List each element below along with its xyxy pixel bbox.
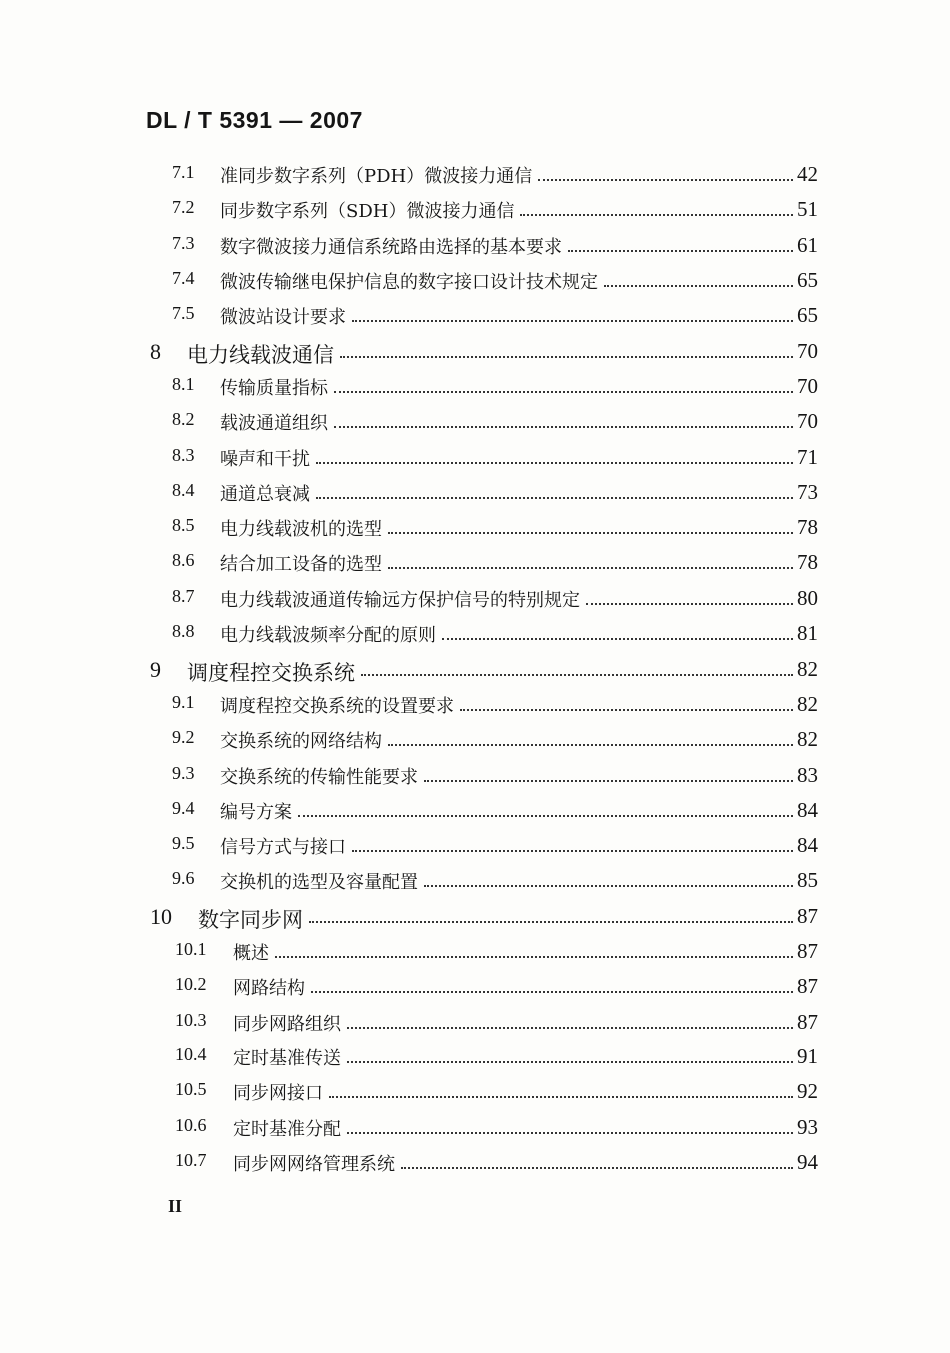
toc-entry-number: 8.1: [172, 374, 195, 394]
toc-entry[interactable]: [0, 902, 950, 932]
toc-entry-page: 70: [797, 374, 818, 398]
toc-entry[interactable]: [0, 761, 950, 791]
toc-entry-title: 网路结构: [233, 978, 305, 999]
document-code-header: DL / T 5391 — 2007: [146, 107, 363, 133]
toc-leader-dots: [361, 674, 793, 676]
toc-entry-title: 定时基准分配: [233, 1119, 341, 1140]
toc-entry-number: 7.5: [172, 303, 195, 323]
toc-entry-title: 传输质量指标: [220, 378, 328, 399]
toc-entry[interactable]: [0, 972, 950, 1002]
toc-entry-page: 93: [797, 1115, 818, 1139]
toc-entry[interactable]: [0, 619, 950, 649]
toc-entry-page: 82: [797, 657, 818, 681]
toc-entry-page: 65: [797, 268, 818, 292]
toc-entry-page: 70: [797, 339, 818, 363]
toc-leader-dots: [347, 1132, 793, 1134]
toc-entry-title: 电力线载波通信: [187, 343, 334, 367]
toc-leader-dots: [316, 462, 793, 464]
toc-entry-title: 数字微波接力通信系统路由选择的基本要求: [220, 237, 562, 258]
toc-entry[interactable]: [0, 372, 950, 402]
toc-entry[interactable]: [0, 725, 950, 755]
toc-entry-page: 94: [797, 1150, 818, 1174]
toc-leader-dots: [352, 320, 793, 322]
toc-entry[interactable]: [0, 407, 950, 437]
toc-entry-number: 9.5: [172, 833, 195, 853]
toc-entry[interactable]: [0, 231, 950, 261]
toc-entry-title: 同步数字系列（SDH）微波接力通信: [220, 201, 515, 222]
toc-entry-title: 信号方式与接口: [220, 837, 346, 858]
toc-entry-page: 71: [797, 445, 818, 469]
toc-entry-page: 87: [797, 1010, 818, 1034]
toc-entry-page: 70: [797, 409, 818, 433]
toc-entry[interactable]: [0, 443, 950, 473]
toc-entry-page: 85: [797, 868, 818, 892]
toc-entry-title: 概述: [233, 943, 269, 964]
toc-entry[interactable]: [0, 690, 950, 720]
toc-leader-dots: [329, 1096, 793, 1098]
toc-entry-page: 82: [797, 692, 818, 716]
toc-entry-title: 结合加工设备的选型: [220, 554, 382, 575]
toc-entry-number: 8.8: [172, 621, 195, 641]
toc-leader-dots: [334, 426, 793, 428]
toc-entry-number: 9: [150, 657, 161, 682]
toc-entry-number: 10.4: [175, 1044, 207, 1064]
toc-entry-number: 8: [150, 339, 161, 364]
toc-entry-page: 80: [797, 586, 818, 610]
toc-leader-dots: [340, 356, 793, 358]
toc-entry-title: 载波通道组织: [220, 413, 328, 434]
toc-entry-number: 9.3: [172, 763, 195, 783]
toc-entry-title: 交换系统的网络结构: [220, 731, 382, 752]
toc-entry-page: 78: [797, 550, 818, 574]
toc-leader-dots: [424, 780, 793, 782]
toc-entry[interactable]: [0, 301, 950, 331]
toc-entry-number: 10.3: [175, 1010, 207, 1030]
toc-entry-title: 通道总衰减: [220, 484, 310, 505]
toc-entry-number: 8.3: [172, 445, 195, 465]
toc-entry-number: 9.6: [172, 868, 195, 888]
toc-leader-dots: [347, 1027, 793, 1029]
toc-entry-page: 84: [797, 833, 818, 857]
toc-entry-title: 数字同步网: [198, 908, 303, 932]
toc-entry-number: 7.1: [172, 162, 195, 182]
toc-entry[interactable]: [0, 796, 950, 826]
toc-entry-number: 8.4: [172, 480, 195, 500]
toc-entry-title: 电力线载波机的选型: [220, 519, 382, 540]
toc-entry-number: 8.7: [172, 586, 195, 606]
toc-entry-title: 微波站设计要求: [220, 307, 346, 328]
toc-entry[interactable]: [0, 655, 950, 685]
toc-entry[interactable]: [0, 831, 950, 861]
toc-entry-number: 10.7: [175, 1150, 207, 1170]
toc-entry[interactable]: [0, 866, 950, 896]
toc-entry[interactable]: [0, 1008, 950, 1038]
toc-entry-title: 调度程控交换系统: [187, 661, 355, 685]
toc-entry-page: 65: [797, 303, 818, 327]
toc-entry-title: 准同步数字系列（PDH）微波接力通信: [220, 166, 533, 187]
toc-entry-page: 87: [797, 904, 818, 928]
toc-entry-number: 8.2: [172, 409, 195, 429]
toc-entry-page: 61: [797, 233, 818, 257]
toc-entry-page: 42: [797, 162, 818, 186]
toc-entry-number: 10: [150, 904, 172, 929]
toc-leader-dots: [442, 638, 793, 640]
toc-entry[interactable]: [0, 1077, 950, 1107]
toc-leader-dots: [586, 603, 793, 605]
toc-leader-dots: [401, 1167, 793, 1169]
toc-entry-page: 87: [797, 939, 818, 963]
toc-entry[interactable]: [0, 584, 950, 614]
toc-entry-title: 电力线载波通道传输远方保护信号的特别规定: [220, 590, 580, 611]
toc-entry-number: 9.2: [172, 727, 195, 747]
toc-entry-title: 噪声和干扰: [220, 449, 310, 470]
page-number-footer: II: [168, 1196, 183, 1216]
toc-entry-number: 10.5: [175, 1079, 207, 1099]
toc-entry-number: 7.4: [172, 268, 195, 288]
toc-entry-number: 10.2: [175, 974, 207, 994]
toc-entry-page: 73: [797, 480, 818, 504]
toc-leader-dots: [311, 991, 793, 993]
toc-entry-title: 交换系统的传输性能要求: [220, 767, 418, 788]
toc-entry-title: 电力线载波频率分配的原则: [220, 625, 436, 646]
toc-entry-page: 83: [797, 763, 818, 787]
toc-entry[interactable]: [0, 513, 950, 543]
toc-entry[interactable]: [0, 160, 950, 190]
toc-entry-number: 7.2: [172, 197, 195, 217]
toc-leader-dots: [604, 285, 793, 287]
toc-entry[interactable]: [0, 937, 950, 967]
toc-entry[interactable]: [0, 1113, 950, 1143]
toc-leader-dots: [388, 744, 793, 746]
toc-entry-page: 92: [797, 1079, 818, 1103]
toc-entry[interactable]: [0, 478, 950, 508]
toc-entry-page: 82: [797, 727, 818, 751]
toc-entry-title: 微波传输继电保护信息的数字接口设计技术规定: [220, 272, 598, 293]
toc-entry-number: 9.1: [172, 692, 195, 712]
toc-entry[interactable]: [0, 195, 950, 225]
toc-leader-dots: [388, 567, 793, 569]
toc-entry[interactable]: [0, 266, 950, 296]
toc-leader-dots: [275, 956, 793, 958]
toc-entry-title: 调度程控交换系统的设置要求: [220, 696, 454, 717]
toc-leader-dots: [520, 214, 793, 216]
toc-entry-page: 78: [797, 515, 818, 539]
toc-entry-number: 7.3: [172, 233, 195, 253]
toc-leader-dots: [352, 850, 793, 852]
toc-leader-dots: [347, 1061, 793, 1063]
toc-leader-dots: [388, 532, 793, 534]
toc-leader-dots: [316, 497, 793, 499]
toc-entry-page: 84: [797, 798, 818, 822]
toc-entry-title: 同步网路组织: [233, 1014, 341, 1035]
toc-entry-page: 87: [797, 974, 818, 998]
toc-entry-title: 编号方案: [220, 802, 292, 823]
toc-entry[interactable]: [0, 548, 950, 578]
toc-leader-dots: [298, 815, 793, 817]
toc-entry-page: 51: [797, 197, 818, 221]
toc-entry-number: 9.4: [172, 798, 195, 818]
toc-entry-number: 10.1: [175, 939, 207, 959]
toc-entry-number: 8.6: [172, 550, 195, 570]
toc-entry-page: 81: [797, 621, 818, 645]
toc-entry-title: 交换机的选型及容量配置: [220, 872, 418, 893]
toc-entry[interactable]: [0, 337, 950, 367]
toc-leader-dots: [538, 179, 793, 181]
toc-leader-dots: [568, 250, 793, 252]
toc-leader-dots: [334, 391, 793, 393]
toc-entry[interactable]: [0, 1148, 950, 1178]
toc-leader-dots: [424, 885, 793, 887]
toc-entry[interactable]: [0, 1042, 950, 1072]
toc-entry-number: 10.6: [175, 1115, 207, 1135]
toc-leader-dots: [460, 709, 793, 711]
toc-entry-number: 8.5: [172, 515, 195, 535]
toc-entry-title: 同步网网络管理系统: [233, 1154, 395, 1175]
toc-entry-title: 同步网接口: [233, 1083, 323, 1104]
toc-entry-title: 定时基准传送: [233, 1048, 341, 1069]
toc-leader-dots: [309, 921, 793, 923]
toc-entry-page: 91: [797, 1044, 818, 1068]
